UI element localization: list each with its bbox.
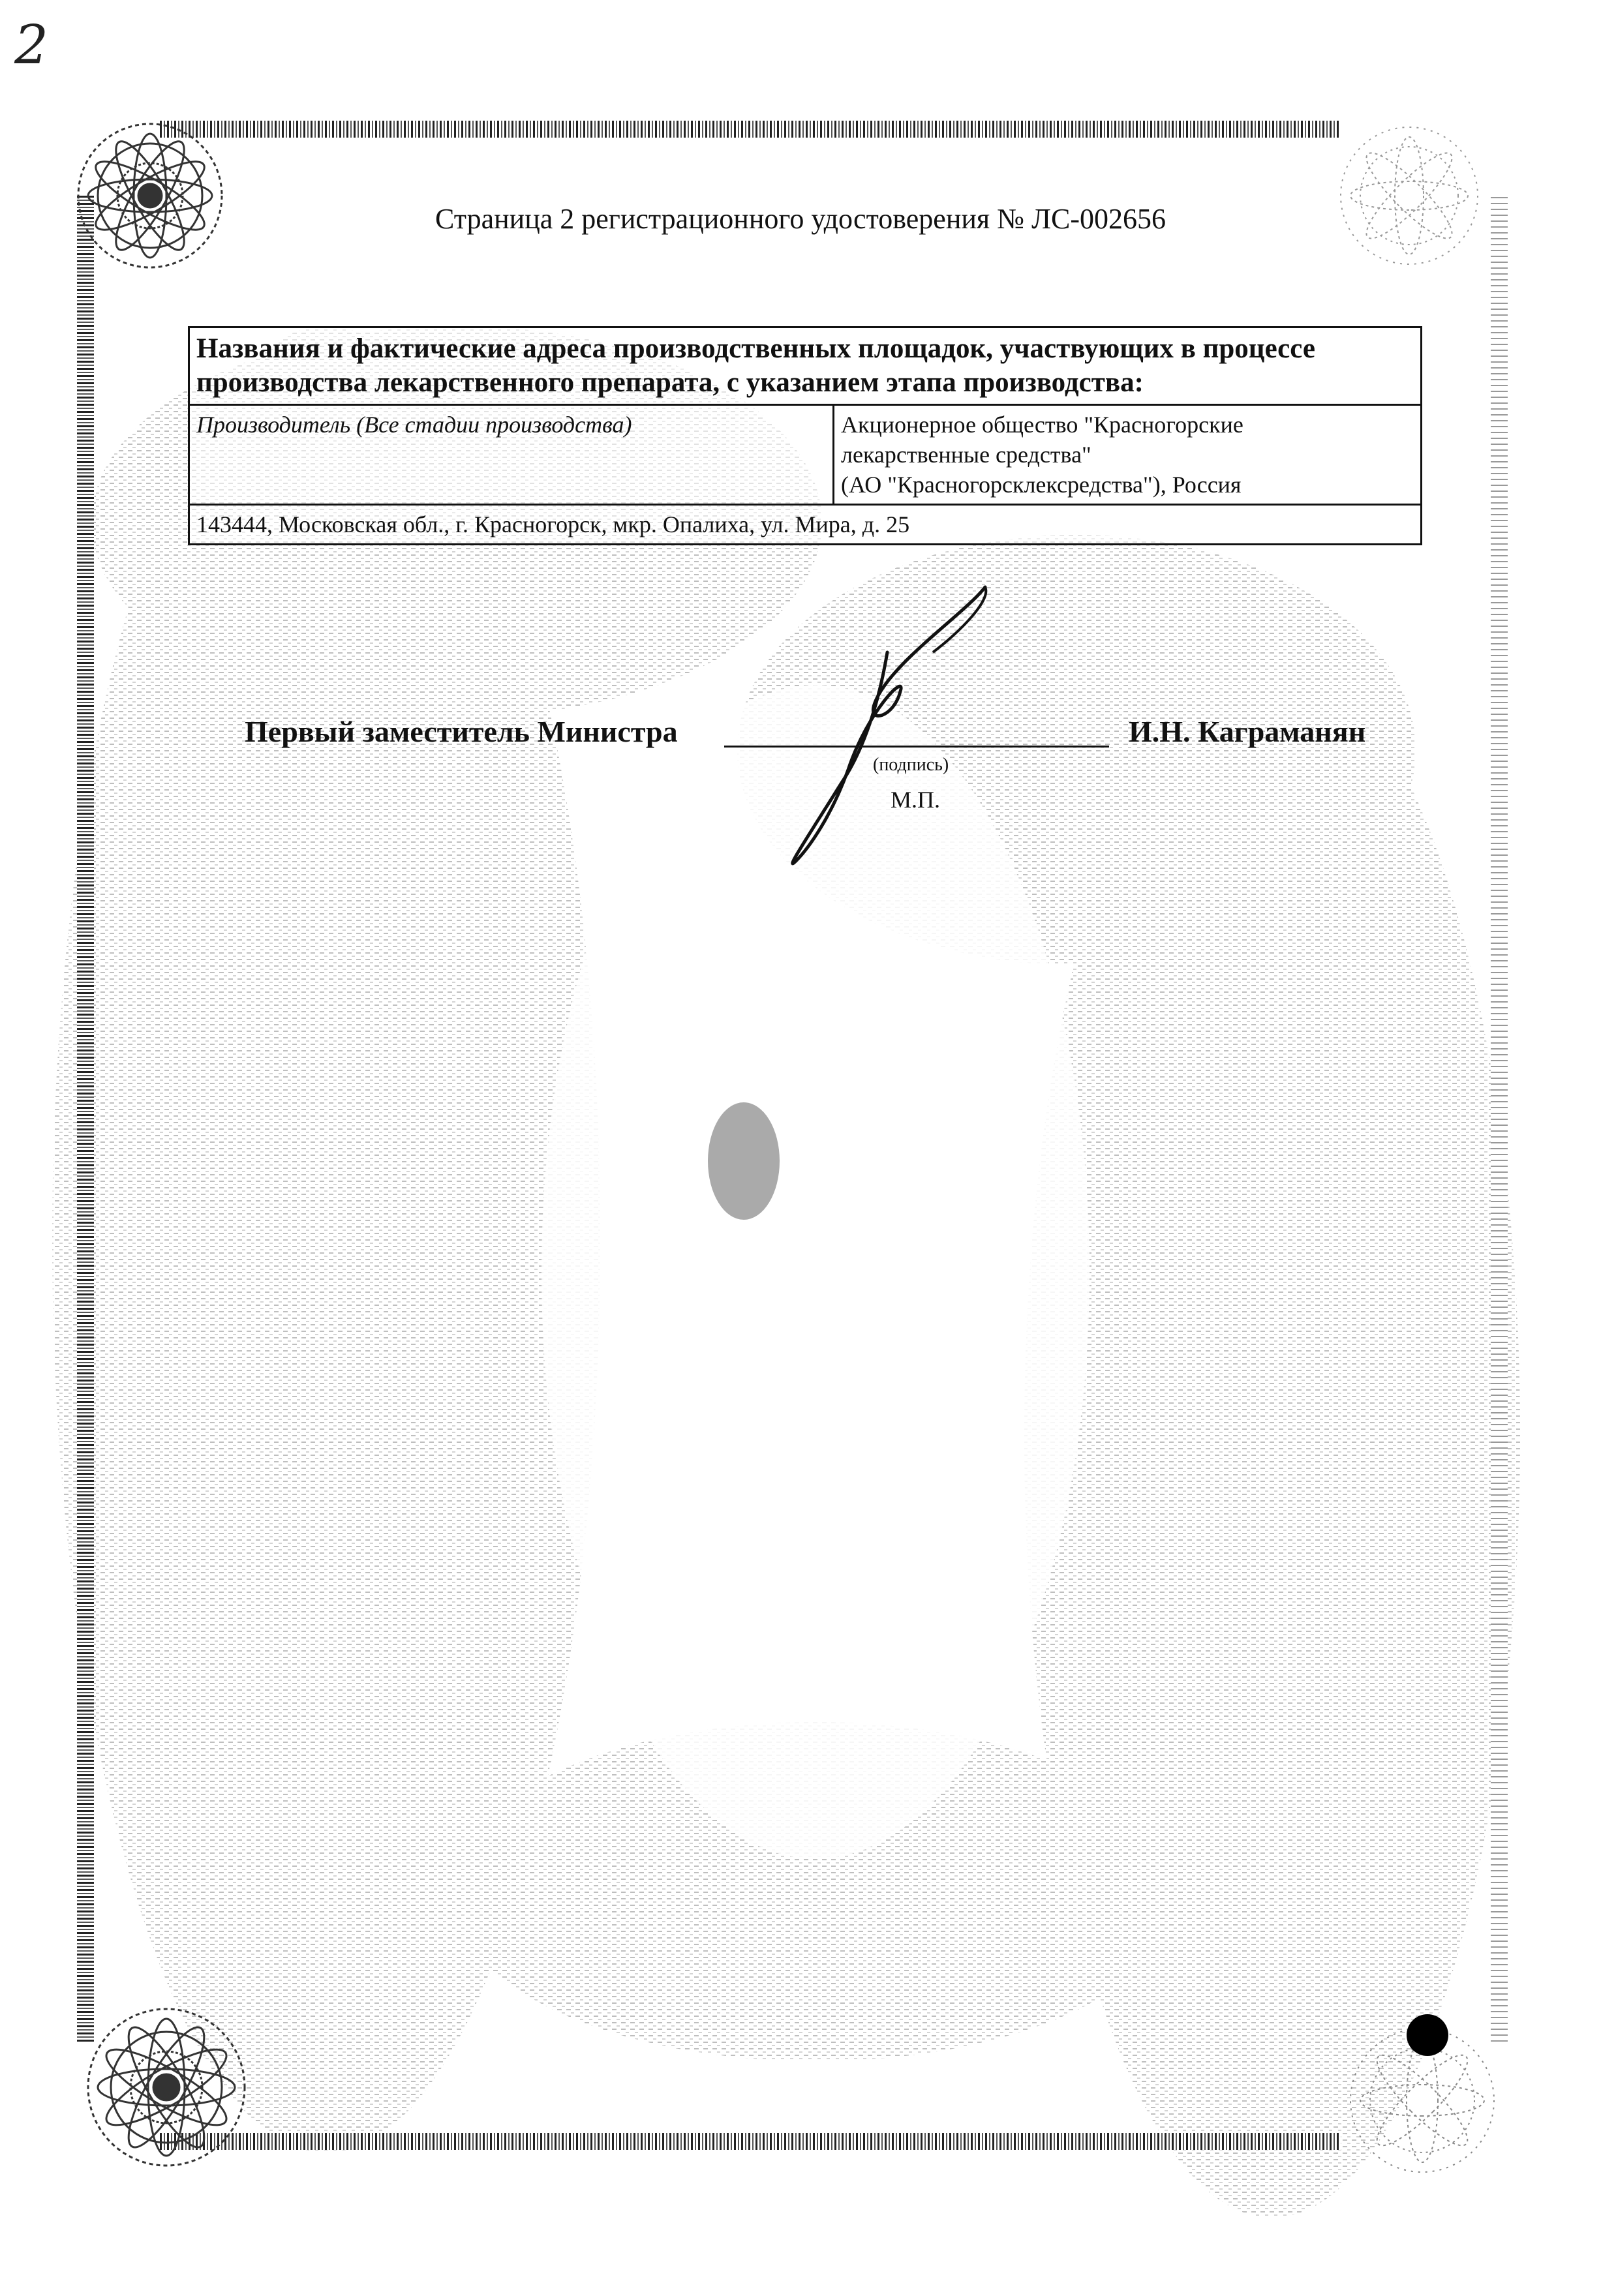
signature-caption: (подпись) — [873, 755, 949, 775]
signatory-name: И.Н. Каграманян — [1129, 715, 1366, 748]
signature-block — [0, 714, 1601, 884]
organization-cell — [834, 405, 1422, 505]
frame-left-border — [77, 196, 94, 2042]
signature-line — [724, 746, 1109, 748]
table-row — [189, 405, 1422, 505]
production-sites-table — [188, 326, 1422, 545]
corner-rosette-bottom-left — [69, 1983, 264, 2192]
corner-rosette-top-right — [1324, 104, 1494, 287]
production-stage-cell: Производитель (Все стадии производства) — [189, 405, 834, 505]
frame-top-border — [160, 121, 1341, 138]
corner-rosette-bottom-right — [1331, 2002, 1514, 2198]
handwritten-page-number: 2 — [14, 14, 49, 76]
table-row — [189, 505, 1422, 545]
frame-right-border — [1491, 196, 1508, 2042]
table-header-row — [189, 327, 1422, 405]
organization-line: лекарственные средства" — [841, 442, 1091, 468]
address-cell: 143444, Московская обл., г. Красногорск, мкр. Опалиха, ул. Мира, д. 25 — [189, 505, 1422, 545]
corner-rosette-top-left — [62, 98, 238, 294]
frame-bottom-border — [160, 2133, 1341, 2150]
organization-line: Акционерное общество "Красногорские — [841, 412, 1243, 438]
signatory-position: Первый заместитель Министра — [245, 715, 678, 748]
table-heading: Названия и фактические адреса производственных площадок, участвующих в процессе производства лекарственного препарата, с указанием этапа производства: — [189, 327, 1422, 405]
page-header: Страница 2 регистрационного удостоверения № ЛС-002656 — [435, 203, 1166, 235]
stamp-place-label: М.П. — [891, 787, 941, 813]
organization-line: (АО "Красногорсклексредства"), Россия — [841, 472, 1242, 498]
